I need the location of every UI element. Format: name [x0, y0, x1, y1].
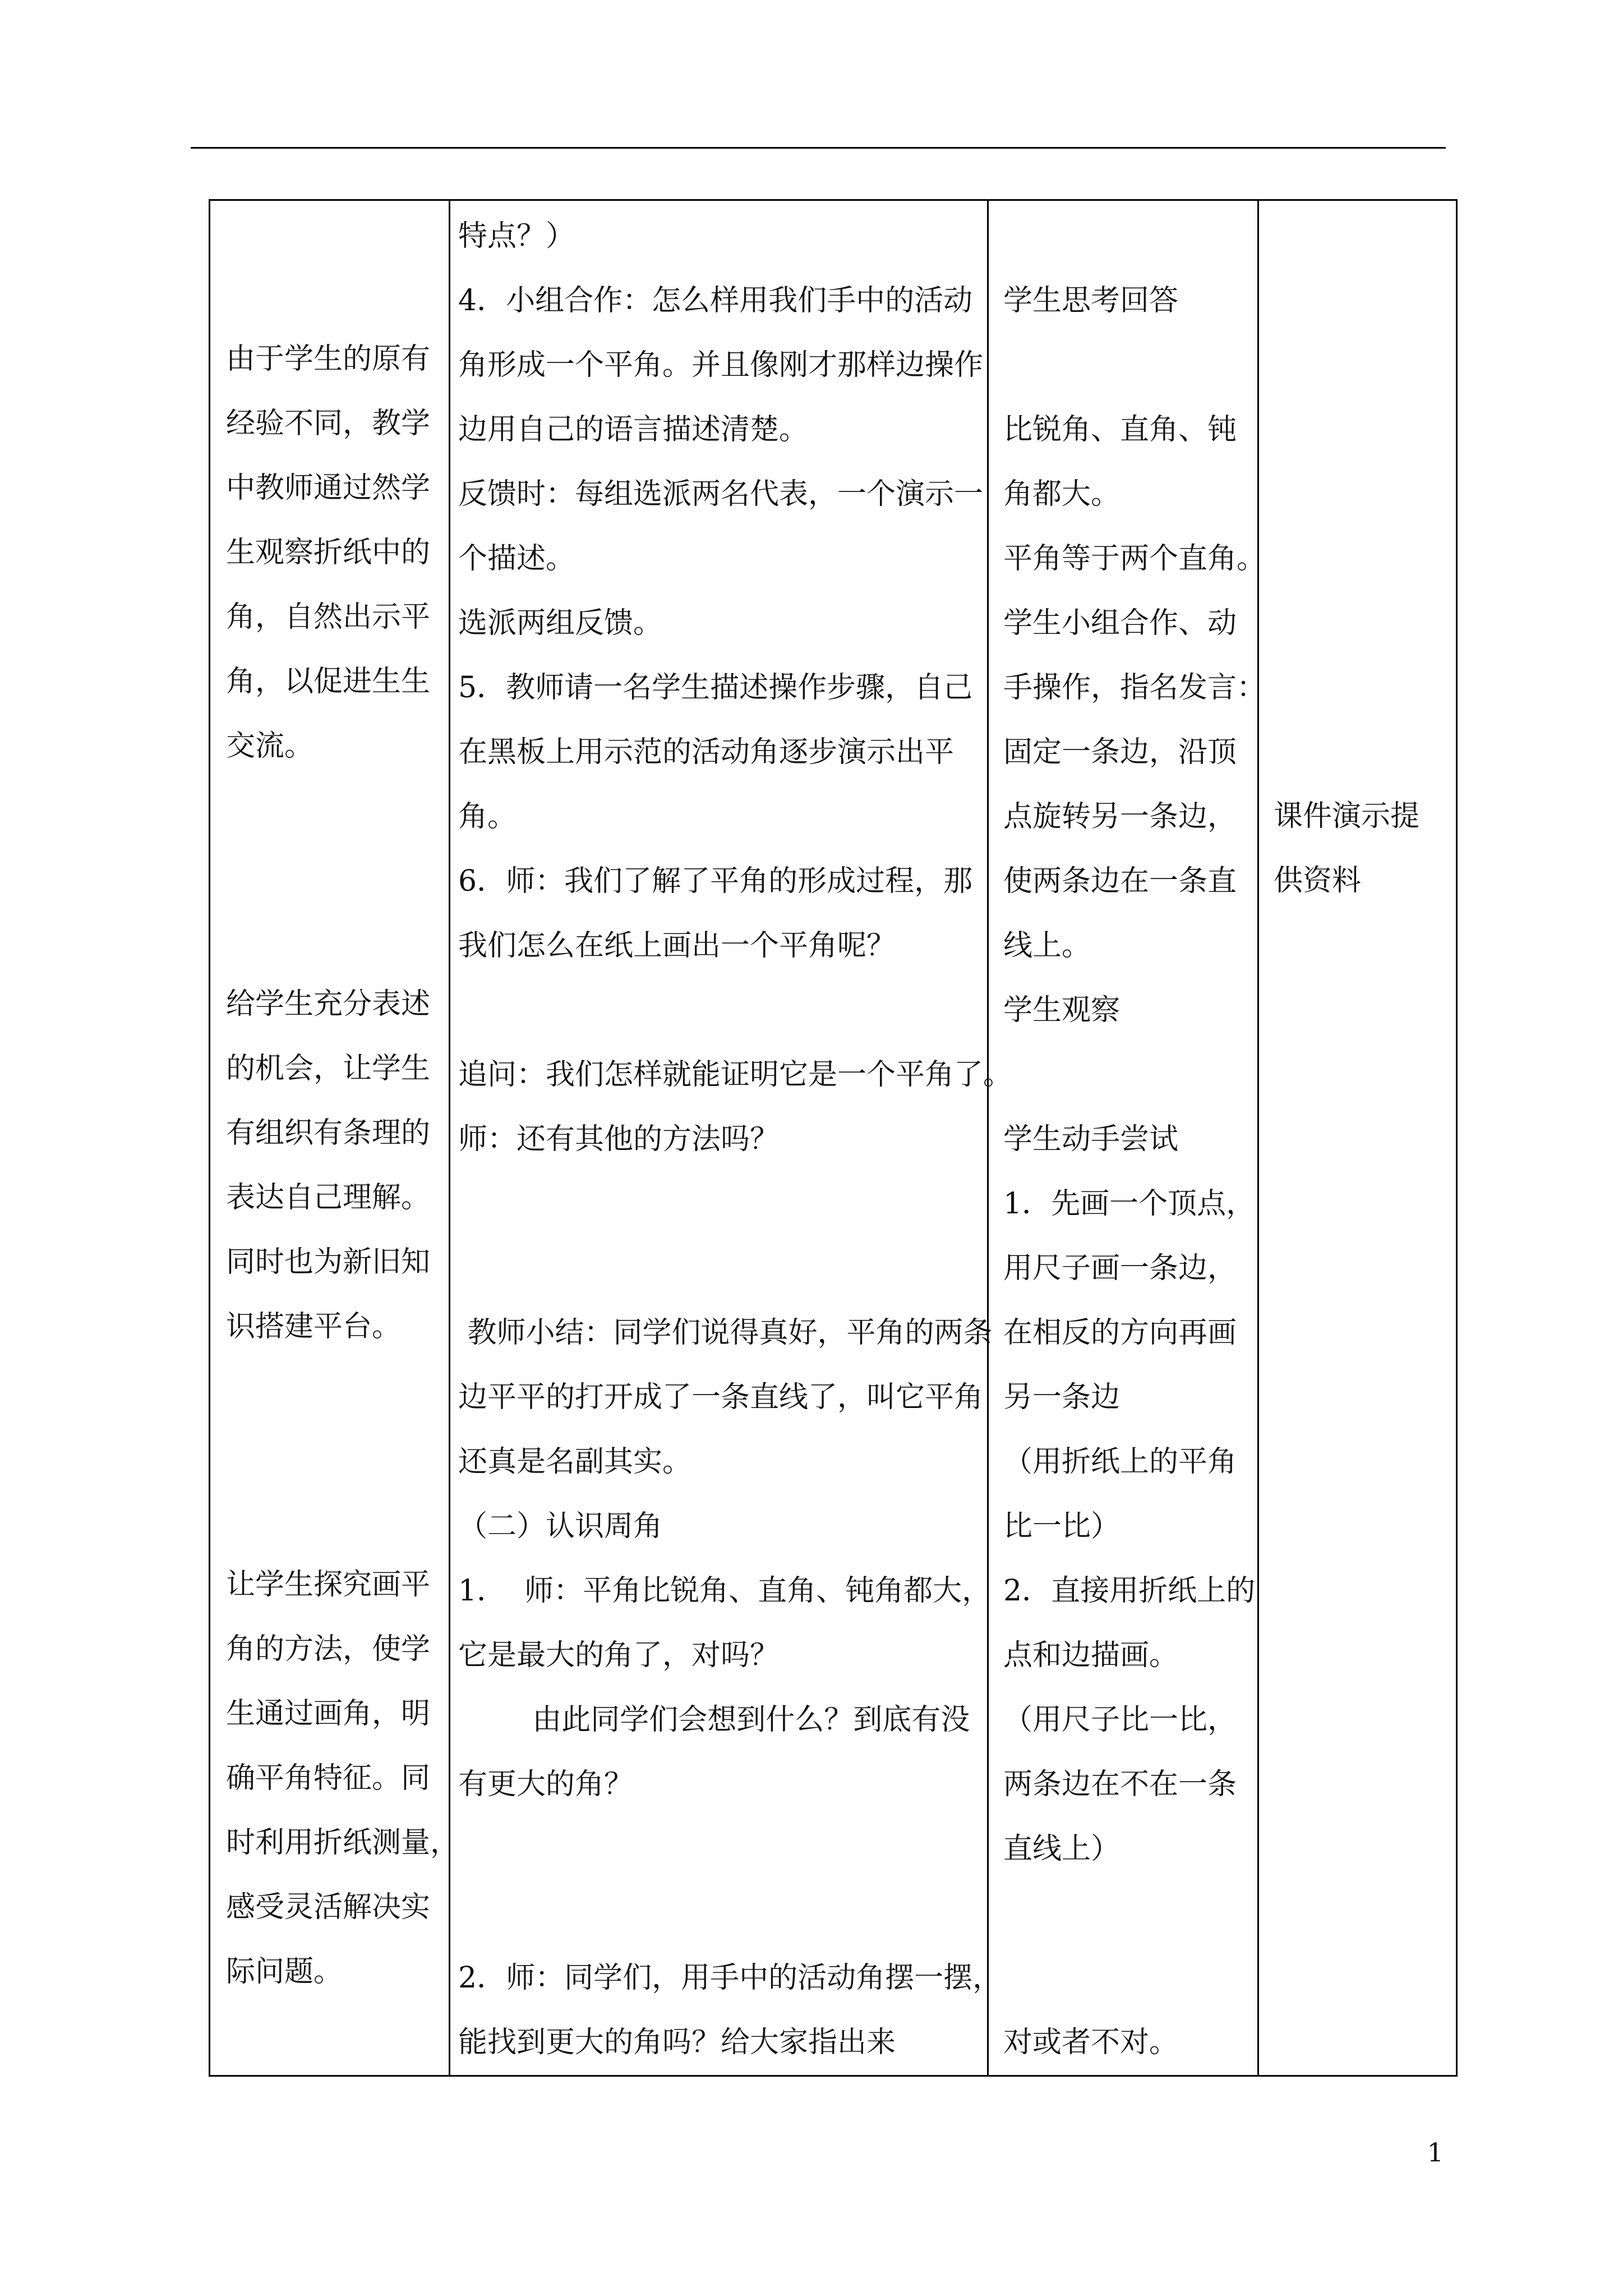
text-line: 直线上） [1003, 1832, 1121, 1866]
text-line: 比一比） [1003, 1510, 1121, 1543]
text-line: 同时也为新旧知 [226, 1245, 431, 1279]
text-line: 教师小结：同学们说得真好，平角的两条 [458, 1316, 993, 1350]
text-line: 另一条边 [1003, 1381, 1121, 1414]
text-line: 有组织有条理的 [226, 1116, 431, 1150]
text-line: 时利用折纸测量， [226, 1826, 460, 1860]
text-line [226, 1488, 449, 1553]
student-activity-cell [988, 200, 1266, 2076]
text-line: 5．教师请一名学生描述操作步骤，自己 [458, 671, 973, 705]
text-line: 角形成一个平角。并且像刚才那样边操作 [458, 348, 984, 382]
text-line [1003, 1881, 1257, 1946]
text-line: 让学生探究画平 [226, 1568, 431, 1602]
text-line [458, 978, 987, 1043]
text-line: 追问：我们怎样就能证明它是一个平角了。 [458, 1058, 1013, 1092]
text-line: 线上。 [1003, 929, 1091, 963]
rationale-text [210, 201, 460, 2004]
text-line: 学生观察 [1003, 993, 1121, 1027]
text-line [226, 779, 449, 843]
text-line: 由此同学们会想到什么？到底有没 [458, 1703, 970, 1737]
text-line [458, 1236, 987, 1301]
text-line: 点和边描画。 [1003, 1639, 1179, 1672]
text-line: 6．师：我们了解了平角的形成过程，那 [458, 864, 973, 898]
text-line: 由于学生的原有 [226, 342, 431, 376]
table-row [210, 200, 1457, 2076]
text-line: 还真是名副其实。 [458, 1445, 692, 1479]
text-line [1003, 1043, 1257, 1107]
text-line: 点旋转另一条边， [1003, 800, 1237, 834]
text-line: 手操作，指名发言： [1003, 671, 1266, 705]
text-line: 2．直接用折纸上的 [1003, 1574, 1256, 1608]
text-line: 角都大。 [1003, 477, 1121, 511]
text-line: 识搭建平台。 [226, 1310, 402, 1343]
text-line: 供资料 [1274, 864, 1362, 898]
text-line: 边用自己的语言描述清楚。 [458, 413, 809, 447]
student-activity-text [989, 201, 1266, 2075]
text-line: （二）认识周角 [458, 1510, 663, 1543]
text-line: 用尺子画一条边， [1003, 1251, 1237, 1285]
text-line: 个描述。 [458, 542, 575, 576]
text-line: 生通过画角，明 [226, 1697, 431, 1731]
text-line: 表达自己理解。 [226, 1181, 431, 1214]
resources-cell [1258, 200, 1457, 2076]
text-line: 角，自然出示平 [226, 600, 431, 634]
text-line: 它是最大的角了，对吗？ [458, 1639, 780, 1672]
teacher-activity-cell [450, 200, 1013, 2076]
header-rule [191, 147, 1446, 149]
teacher-activity-text [450, 201, 1013, 2075]
text-line [226, 1424, 449, 1488]
text-line: 特点？） [458, 219, 575, 253]
text-line: 比锐角、直角、钝 [1003, 413, 1237, 447]
text-line: 学生思考回答 [1003, 284, 1179, 318]
text-line: 有更大的角？ [458, 1768, 634, 1801]
text-line: 两条边在不在一条 [1003, 1768, 1237, 1801]
text-line: 在黑板上用示范的活动角逐步演示出平 [458, 735, 955, 769]
text-line: （用尺子比一比， [1003, 1703, 1237, 1737]
text-line: 对或者不对。 [1003, 2026, 1179, 2059]
text-line: 的机会，让学生 [226, 1052, 431, 1085]
text-line: 反馈时：每组选派两名代表，一个演示一 [458, 477, 984, 511]
text-line: 师：还有其他的方法吗？ [458, 1122, 780, 1156]
text-line: 1． 师：平角比锐角、直角、钝角都大， [458, 1574, 992, 1608]
text-line [1003, 1946, 1257, 2010]
text-line [458, 1817, 987, 1881]
text-line [458, 1172, 987, 1236]
text-line: 选派两组反馈。 [458, 606, 663, 640]
text-line: 经验不同，教学 [226, 407, 431, 440]
text-line: 课件演示提 [1274, 799, 1420, 833]
text-line: 感受灵活解决实 [226, 1890, 431, 1924]
text-line: 能找到更大的角吗？给大家指出来 [458, 2026, 896, 2059]
text-line: 角，以促进生生 [226, 665, 431, 698]
text-line [1003, 333, 1257, 398]
text-line: 角的方法，使学 [226, 1632, 431, 1666]
text-line: 交流。 [226, 729, 314, 763]
text-line: 边平平的打开成了一条直线了，叫它平角 [458, 1381, 984, 1414]
rationale-cell [210, 200, 460, 2076]
lesson-plan-table [209, 199, 1458, 2077]
text-line: 我们怎么在纸上画出一个平角呢？ [458, 929, 896, 963]
text-line: 中教师通过然学 [226, 471, 431, 505]
text-line: 在相反的方向再画 [1003, 1316, 1237, 1350]
resources-text [1259, 201, 1456, 913]
text-line [226, 1359, 449, 1424]
page-number: 1 [1427, 2137, 1444, 2168]
text-line [226, 908, 449, 972]
text-line: 2．师：同学们，用手中的活动角摆一摆， [458, 1961, 1002, 1995]
text-line: 平角等于两个直角。 [1003, 542, 1266, 576]
text-line: 4．小组合作：怎么样用我们手中的活动 [458, 284, 973, 318]
text-line: 确平角特征。同 [226, 1761, 431, 1795]
text-line: 学生动手尝试 [1003, 1122, 1179, 1156]
text-line: 使两条边在一条直 [1003, 864, 1237, 898]
text-line: 角。 [458, 800, 517, 834]
text-line [226, 843, 449, 908]
text-line: 固定一条边，沿顶 [1003, 735, 1237, 769]
text-line: 给学生充分表述 [226, 987, 431, 1021]
text-line: （用折纸上的平角 [1003, 1445, 1237, 1479]
text-line: 1．先画一个顶点， [1003, 1187, 1256, 1221]
text-line [458, 1881, 987, 1946]
text-line: 际问题。 [226, 1955, 343, 1989]
text-line: 生观察折纸中的 [226, 536, 431, 569]
text-line: 学生小组合作、动 [1003, 606, 1237, 640]
